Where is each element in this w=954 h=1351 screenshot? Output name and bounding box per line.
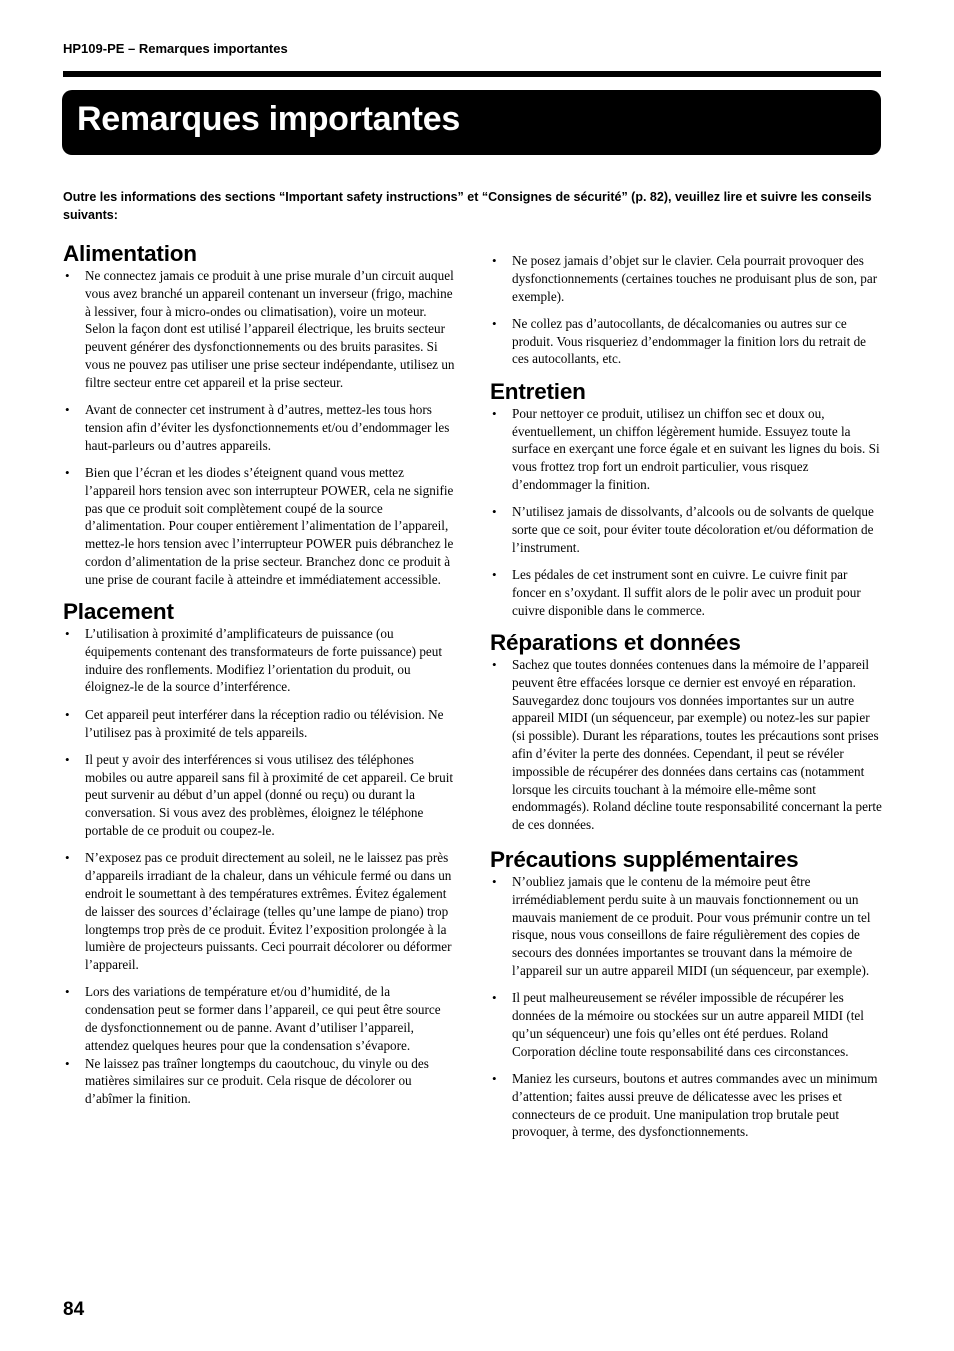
bullet-icon: •	[492, 567, 497, 583]
list-item: • Avant de connecter cet instrument à d’autres, mettez-les tous hors tension afin d’éviter les dysfonctionnements et/ou d’endommager les haut-parleurs ou d’autres appareils.	[65, 402, 450, 453]
list-item: • Bien que l’écran et les diodes s’éteignent quand vous mettez l’appareil hors tension avec son interrupteur POWER, cela ne signifie pas que ce produit soit complètement coupé de la source d’alimentation. Pour couper entièrement l’alimentation de l’appareil, mettez-le hors tension avec l’interrupteur POWER puis débranchez le cordon d’alimentation de la prise secteur. Branchez donc ce produit à une prise de courant facile à atteindre et immédiatement accessible.	[65, 464, 454, 587]
running-head: HP109-PE – Remarques importantes	[63, 41, 288, 56]
list-item: • N’exposez pas ce produit directement au soleil, ne le laissez pas près d’appareils irradiant de la chaleur, dans un véhicule fermé ou dans un endroit le soumettant à des températures extrêmes. Évitez également de laisser des sources d’éclairage (telles qu’une lampe de piano) trop longtemps trop près de ce produit. Évitez l’exposition prolongée à la lumière de projecteurs puissants. Ceci pourrait décolorer ou déformer l’appareil.	[65, 850, 452, 973]
list-item: • Cet appareil peut interférer dans la réception radio ou télévision. Ne l’utilisez pas à proximité de tels appareils.	[65, 706, 444, 740]
bullet-icon: •	[65, 268, 70, 283]
section-heading-reparations: Réparations et données	[490, 630, 741, 656]
bullet-icon: •	[65, 402, 70, 418]
bullet-icon: •	[65, 1055, 70, 1071]
right-column	[490, 252, 882, 1151]
list-item: • Ne connectez jamais ce produit à une prise murale d’un circuit auquel vous avez branché un appareil contenant un inverseur (frigo, machine à lessiver, four à micro-ondes ou climatisation), voire un moteur. Selon la façon dont est utilisé l’appareil électrique, les bruits secteur peuvent générer des dysfonctionnements ou des bruits parasites. Si vous ne pouvez pas utiliser une prise secteur indépendante, utilisez un filtre secteur entre cet appareil et la prise secteur.	[65, 268, 455, 390]
list-item: • Lors des variations de température et/ou d’humidité, de la condensation peut se former dans l’appareil, ce qui peut être source de dysfonctionnement ou de panne. Avant d’utiliser l’appareil, attendez quelques heures pour que la condensation s’évapore.	[65, 984, 441, 1053]
section-heading-alimentation: Alimentation	[63, 241, 197, 266]
list-precautions	[490, 873, 882, 1141]
bullet-icon: •	[65, 751, 70, 767]
list-item: • L’utilisation à proximité d’amplificateurs de puissance (ou équipements contenant des transformateurs de forte puissance) peut induire des ronflements. Modifiez l’orientation du produit, ou éloignez-le de la source d’interférence.	[65, 626, 443, 695]
title-bar	[62, 90, 881, 155]
bullet-icon: •	[492, 405, 497, 421]
bullet-icon: •	[492, 315, 497, 331]
page-number: 84	[63, 1299, 85, 1320]
bullet-icon: •	[492, 874, 497, 890]
list-item: • Il peut malheureusement se révéler impossible de récupérer les données de la mémoire ou stockées sur un autre appareil MIDI (tel qu’un séquenceur) une fois qu’elles ont été perdues. Roland Corporation décline toute responsabilité dans ces circonstances.	[492, 990, 864, 1059]
bullet-icon: •	[65, 850, 70, 866]
list-item: • N’oubliez jamais que le contenu de la mémoire peut être irrémédiablement perdu suite à un mauvais fonctionnement ou un mauvais maniement de ce produit. Pour vous prémunir contre un tel risque, nous vous conseillons de faire régulièrement des copies de secours des données importantes se trouvant dans la mémoire de l’appareil sur un autre appareil MIDI (un séquenceur, par exemple).	[492, 874, 871, 978]
bullet-icon: •	[492, 1070, 497, 1086]
list-item: • Pour nettoyer ce produit, utilisez un chiffon sec et doux ou, éventuellement, un chiffon légèrement humide. Essuyez toute la surface en exerçant une force égale et en suivant les lignes du bois. Si vous frottez trop fort un endroit particulier, vous risquez d’endommager la finition.	[492, 405, 880, 492]
list-item: • Maniez les curseurs, boutons et autres commandes avec un minimum d’attention; faites aussi preuve de délicatesse avec les prises et connecteurs de ce produit. Une manipulation trop brutale peut provoquer, à terme, des dysfonctionnements.	[492, 1070, 878, 1140]
header-rule	[63, 71, 881, 77]
list-item: • Ne collez pas d’autocollants, de décalcomanies ou autres sur ce produit. Vous risqueriez d’endommager la finition lors du retrait de ces autocollants, etc.	[492, 315, 867, 367]
bullet-icon: •	[65, 626, 70, 642]
list-item: • N’utilisez jamais de dissolvants, d’alcools ou de solvants de quelque sorte que ce soit, pour éviter toute décoloration et/ou déformation de l’instrument.	[492, 504, 874, 555]
bullet-icon: •	[492, 990, 497, 1006]
intro-paragraph: Outre les informations des sections “Important safety instructions” et “Consignes de sécurité” (p. 82), veuillez lire et suivre les conseils suivants:	[63, 190, 872, 222]
section-heading-entretien: Entretien	[490, 378, 586, 404]
section-heading-placement: Placement	[63, 599, 174, 625]
bullet-icon: •	[492, 657, 497, 673]
list-placement	[63, 625, 455, 1108]
bullet-icon: •	[492, 253, 497, 268]
bullet-icon: •	[65, 706, 70, 722]
left-column	[63, 240, 455, 1117]
list-placement-continued	[490, 252, 882, 368]
list-item: • Sachez que toutes données contenues dans la mémoire de l’appareil peuvent être effacées lorsque ce dernier est envoyé en réparation. Sauvegardez donc toujours vos données importantes sur un autre appareil MIDI (un séquenceur, par exemple) ou notez-les sur papier (si possible). Durant les réparations, toutes les précautions sont prises afin d’éviter la perte des données. Cependant, il peut se révéler impossible de récupérer des données dans certains cas (notamment lorsque les circuits touchant à la mémoire elle-même sont endommagés). Roland décline toute responsabilité concernant la perte de ces données.	[492, 657, 882, 833]
list-entretien	[490, 405, 882, 620]
list-item: • Les pédales de cet instrument sont en cuivre. Le cuivre finit par foncer en s’oxydant. Il suffit alors de le polir avec un produit pour cuivre disponible dans le commerce.	[492, 567, 861, 618]
bullet-icon: •	[492, 504, 497, 520]
list-item: • Ne posez jamais d’objet sur le clavier. Cela pourrait provoquer des dysfonctionnements (certaines touches ne produisant plus de son, par exemple).	[492, 253, 878, 304]
list-item: • Il peut y avoir des interférences si vous utilisez des téléphones mobiles ou autre appareil sans fil à proximité de cet appareil. Ce bruit peut survenir au début d’un appel (donné ou reçu) ou durant la conversation. Si vous avez des problèmes, éloignez le téléphone portable de ce produit ou coupez-le.	[65, 751, 454, 839]
bullet-icon: •	[65, 464, 70, 480]
list-item: • Ne laissez pas traîner longtemps du caoutchouc, du vinyle ou des matières similaires sur ce produit. Cela risque de décolorer ou d’abîmer la finition.	[65, 1055, 429, 1107]
list-alimentation	[63, 267, 455, 589]
list-reparations	[490, 656, 882, 834]
section-heading-precautions: Précautions supplémentaires	[490, 847, 799, 873]
page-title: Remarques importantes	[77, 100, 460, 138]
bullet-icon: •	[65, 984, 70, 1000]
